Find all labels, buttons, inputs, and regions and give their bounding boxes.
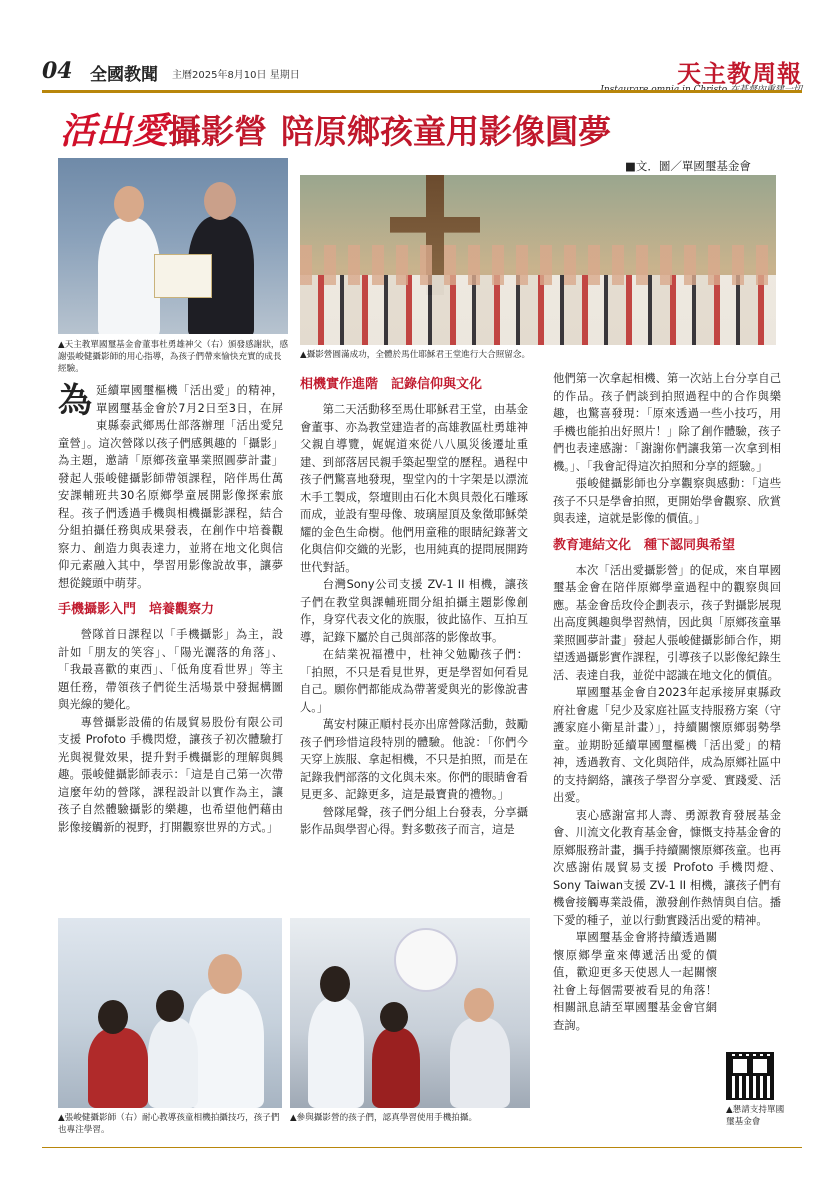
masthead-logo: 天主教周報 (677, 59, 802, 88)
paragraph: 營隊首日課程以「手機攝影」為主，設計如「朋友的笑容」、「陽光灑落的角落」、「我最喜歡的東西」、「低角度看世界」等主題任務，帶領孩子們從生活場景中發掘構圖與光線的變化。 (58, 628, 283, 711)
section-title: 全國教聞 (90, 65, 158, 85)
teaching-photo (58, 918, 282, 1108)
subhead-camera-practice: 相機實作進階 記錄信仰與文化 (300, 377, 483, 392)
group-photo (300, 175, 776, 345)
article-column-1 (58, 382, 283, 836)
page-number: 04 (42, 58, 73, 84)
headline-accent: 活出愛 (60, 110, 169, 152)
paragraph: 張峻健攝影師也分享觀察與感動：「這些孩子不只是學會拍照，更開始學會觀察、欣賞與表達，這就是影像的價值。」 (553, 477, 781, 525)
footer-divider (42, 1147, 802, 1148)
paragraph: 第二天活動移至馬仕耶穌君王堂，由基金會董事、亦為教堂建造者的高雄教區杜勇雄神父親自導覽，娓娓道來從八八風災後遷址重建、到部落居民親手築起聖堂的歷程。過程中孩子們驚喜地發現，聖堂內的十字架是以漂流木手工製成，祭壇則由石化木與貝殼化石雕琢而成，並設有聖母像、玻璃屋頂及象徵耶穌榮耀的金色生命樹。他們用童稚的眼睛紀錄著文化與信仰交織的光影，也用純真的提問展開跨世代對話。 (300, 403, 528, 574)
paragraph: 單國璽基金會將持續透過關懷原鄉學童來傳遞活出愛的價值，歡迎更多天使恩人一起關懷社會上每個需要被看見的角落！相關訊息請至單國璽基金會官網查詢。 (553, 931, 717, 1032)
drop-cap: 為 (58, 381, 92, 421)
paragraph: 衷心感謝富邦人壽、勇源教育發展基金會、川流文化教育基金會，慷慨支持基金會的原鄉服務計畫，攜手持續關懷原鄉孩童。也再次感謝佑晟貿易支援 Profoto 手機閃燈、Sony Taiwan支援 ZV-1 II 相機，讓孩子們有機會接觸專業設備，激發創作熱情與自信。播下愛的種子，並以行動實踐活出愛的精神。 (553, 808, 781, 927)
group-photo-caption: ▲攝影營圓滿成功，全體於馬仕耶穌君王堂進行大合照留念。 (300, 350, 531, 360)
subhead-education-culture: 教育連結文化 種下認同與希望 (553, 537, 736, 553)
intro-paragraph: 延續單國璽樞機「活出愛」的精神，單國璽基金會於7月2日至3日，在屏東縣泰武鄉馬仕部落辦理「活出愛兒童營」。這次營隊以孩子們感興趣的「攝影」為主題，邀請「原鄉孩童畢業照圓夢計畫」發起人張峻健攝影師帶領課程，陪伴馬仕萬安課輔班共30名原鄉學童展開影像探索旅程。孩子們透過手機與相機攝影課程，結合分組拍攝任務與成果發表，在創作中培養觀察力、創造力與表達力，並將在地文化與信仰元素融入其中，學習用影像說故事，讓夢想從鏡頭中萌芽。 (58, 384, 283, 590)
article-column-2 (300, 375, 528, 839)
teaching-photo-caption: ▲張峻健攝影師（右）耐心教導孩童相機拍攝技巧，孩子們也專注學習。 (58, 1113, 280, 1135)
paragraph: 本次「活出愛攝影營」的促成，來自單國璽基金會在陪伴原鄉學童過程中的觀察與回應。基金會岳玫伶企劃表示，孩子對攝影展現出高度興趣與學習熱情，因此與「原鄉孩童畢業照圓夢計畫」發起人張峻健攝影師合作，期望透過攝影實作課程，引導孩子以影像紀錄生活、表達自我，並從中認識在地文化的價值。 (553, 563, 781, 682)
paragraph: 在結業祝福禮中，杜神父勉勵孩子們：「拍照，不只是看見世界，更是學習如何看見自己。願你們都能成為帶著愛與光的影像說書人。」 (300, 648, 528, 714)
paragraph: 單國璽基金會自2023年起承接屏東縣政府社會處「兒少及家庭社區支持服務方案（守護家庭小衛星計畫）」，持續關懷原鄉弱勢學童。並期盼延續單國璽樞機「活出愛」的精神，透過教育、文化與陪伴，成為原鄉社區中的支持網絡，讓孩子學習分享愛、實踐愛、活出愛。 (553, 686, 781, 804)
article-column-3 (553, 370, 781, 1034)
paragraph: 他們第一次拿起相機、第一次站上台分享自己的作品。孩子們談到拍照過程中的合作與樂趣，也驚喜發現：「原來透過一些小技巧，用手機也能拍出好照片！」除了創作體驗，孩子們也表達感謝：「謝謝你們讓我第一次拿到相機。」、「我會記得這次拍照和分享的經驗。」 (553, 372, 781, 473)
qr-caption: ▲懇請支持單國璽基金會 (726, 1105, 785, 1127)
practice-photo (290, 918, 530, 1108)
masthead-motto (600, 82, 802, 95)
award-photo (58, 158, 288, 334)
paragraph: 萬安村陳正順村長亦出席營隊活動，鼓勵孩子們珍惜這段特別的體驗。他說：「你們今天穿上族服、拿起相機，不只是拍照，而是在記錄我們部落的文化與未來。你們的眼睛會看見更多、記錄更多，這是最寶貴的禮物。」 (300, 718, 528, 801)
article-headline (60, 103, 611, 153)
page-header (42, 58, 802, 92)
byline: ■文．圖／單國璽基金會 (625, 159, 751, 173)
issue-date: 主曆2025年8月10日 星期日 (172, 70, 300, 81)
practice-photo-caption: ▲參與攝影營的孩子們，認真學習使用手機拍攝。 (290, 1113, 478, 1123)
paragraph: 專營攝影設備的佑晟貿易股份有限公司支援 Profoto 手機閃燈，讓孩子初次體驗打光與視覺效果，提升對手機攝影的理解與興趣。張峻健攝影師表示：「這是自己第一次帶這麼年幼的營隊，課程設計以實作為主，讓孩子自然體驗攝影的樂趣，也希望他們藉由影像接觸新的視野，打開觀察世界的方式。」 (58, 715, 283, 834)
subhead-phone-photography: 手機攝影入門 培養觀察力 (58, 602, 215, 617)
award-photo-caption: ▲天主教單國璽基金會董事杜勇雄神父（右）頒發感謝狀，感謝張峻健攝影師的用心指導，為孩子們帶來愉快充實的成長經驗。 (58, 340, 289, 374)
paragraph: 台灣Sony公司支援 ZV-1 II 相機，讓孩子們在教堂與課輔班間分組拍攝主題影像創作，身穿代表文化的族服，彼此協作、互拍互導，記錄下屬於自己與部落的影像故事。 (300, 578, 528, 644)
headline-main: 攝影營 (168, 112, 268, 151)
header-divider (42, 90, 802, 93)
headline-subtitle: 陪原鄉孩童用影像圓夢 (281, 112, 612, 151)
donation-qr-code[interactable] (726, 1052, 774, 1100)
paragraph: 營隊尾聲，孩子們分組上台發表，分享攝影作品與學習心得。對多數孩子而言，這是 (300, 805, 528, 836)
